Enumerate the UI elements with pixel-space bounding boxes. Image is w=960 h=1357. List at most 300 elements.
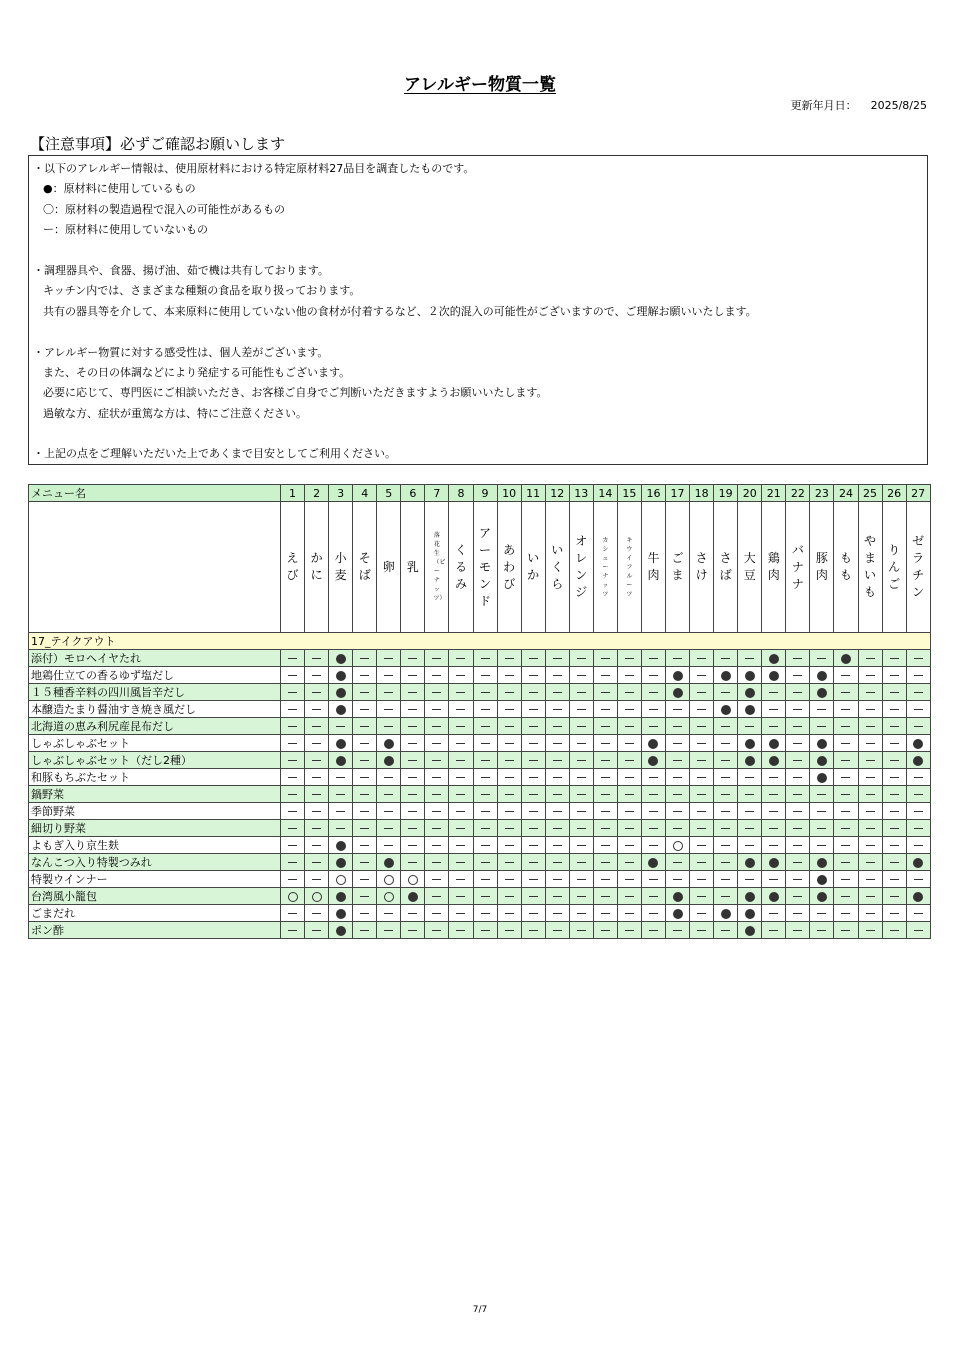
dash-icon (312, 913, 321, 914)
dash-icon (360, 879, 369, 880)
dash-icon (697, 675, 706, 676)
mark-none (690, 803, 714, 820)
dash-icon (649, 658, 658, 659)
mark-none (738, 718, 762, 735)
mark-none (569, 786, 593, 803)
mark-none (858, 735, 882, 752)
mark-none (834, 837, 858, 854)
dash-icon (577, 777, 586, 778)
page-number: 7/7 (472, 1305, 488, 1315)
dash-icon (793, 794, 802, 795)
mark-none (762, 820, 786, 837)
dash-icon (529, 862, 538, 863)
mark-none (882, 684, 906, 701)
dash-icon (384, 675, 393, 676)
mark-none (497, 667, 521, 684)
dash-icon (625, 811, 634, 812)
dash-icon (456, 692, 465, 693)
dash-icon (793, 709, 802, 710)
dash-icon (553, 930, 562, 931)
mark-used (762, 667, 786, 684)
mark-none (641, 667, 665, 684)
table-row (29, 769, 931, 786)
dash-icon (601, 845, 610, 846)
table-row (29, 854, 931, 871)
mark-none (617, 735, 641, 752)
dash-icon (577, 692, 586, 693)
mark-none (353, 871, 377, 888)
dash-icon (769, 879, 778, 880)
dash-icon (288, 743, 297, 744)
dash-icon (649, 828, 658, 829)
allergen-table (28, 484, 931, 939)
dash-icon (649, 794, 658, 795)
allergen-label: あわび (503, 542, 516, 591)
mark-none (858, 769, 882, 786)
dash-icon (841, 879, 850, 880)
notice-box (28, 155, 928, 465)
mark-none (545, 718, 569, 735)
mark-none (906, 837, 930, 854)
filled-circle-icon (817, 756, 827, 766)
notice-line: キッチン内では、さまざまな種類の食品を取り扱っております。 (43, 284, 361, 298)
mark-none (714, 752, 738, 769)
dash-icon (601, 862, 610, 863)
notice-line: また、その日の体調などにより発症する可能性もございます。 (43, 365, 351, 379)
dash-icon (481, 709, 490, 710)
mark-none (569, 752, 593, 769)
dash-icon (745, 879, 754, 880)
dash-icon (408, 675, 417, 676)
dash-icon (601, 743, 610, 744)
mark-none (473, 922, 497, 939)
mark-none (473, 820, 497, 837)
mark-used (666, 684, 690, 701)
filled-circle-icon (769, 671, 779, 681)
filled-circle-icon (745, 705, 755, 715)
filled-circle-icon (384, 756, 394, 766)
dash-icon (817, 828, 826, 829)
mark-none (377, 905, 401, 922)
allergen-label: 小麦 (334, 551, 347, 582)
mark-none (353, 803, 377, 820)
mark-none (569, 650, 593, 667)
dash-icon (577, 675, 586, 676)
notice-line: 必要に応じて、専門医にご相談いただき、お客様ご自身でご判断いただきますようお願いいたします。 (43, 386, 548, 400)
mark-none (690, 820, 714, 837)
mark-none (714, 735, 738, 752)
mark-none (834, 752, 858, 769)
mark-none (882, 718, 906, 735)
mark-none (425, 769, 449, 786)
dash-icon (481, 726, 490, 727)
mark-none (786, 820, 810, 837)
mark-none (569, 803, 593, 820)
dash-icon (288, 828, 297, 829)
mark-none (714, 650, 738, 667)
mark-none (305, 667, 329, 684)
dash-icon (841, 692, 850, 693)
mark-possible (666, 837, 690, 854)
mark-used (714, 905, 738, 922)
mark-none (593, 820, 617, 837)
mark-none (810, 820, 834, 837)
dash-icon (841, 896, 850, 897)
dash-icon (384, 930, 393, 931)
page-title: アレルギー物質一覧 (404, 75, 556, 95)
allergen-number: 15 (617, 485, 641, 502)
mark-none (858, 871, 882, 888)
mark-none (425, 871, 449, 888)
dash-icon (793, 743, 802, 744)
mark-used (329, 650, 353, 667)
mark-none (738, 769, 762, 786)
dash-icon (481, 862, 490, 863)
mark-none (521, 837, 545, 854)
allergen-name (738, 502, 762, 633)
filled-circle-icon (336, 756, 346, 766)
filled-circle-icon (913, 739, 923, 749)
mark-none (666, 854, 690, 871)
mark-none (545, 752, 569, 769)
dash-icon (505, 675, 514, 676)
allergen-label: やまいも (864, 534, 877, 599)
dash-icon (577, 828, 586, 829)
mark-none (641, 905, 665, 922)
mark-none (666, 922, 690, 939)
allergen-name (882, 502, 906, 633)
mark-none (666, 786, 690, 803)
mark-none (858, 888, 882, 905)
dash-icon (384, 692, 393, 693)
mark-none (425, 752, 449, 769)
dash-icon (529, 760, 538, 761)
allergen-label: くるみ (454, 542, 467, 591)
menu-name: 本醸造たまり醤油すき焼き風だし (29, 701, 281, 718)
dash-icon (456, 709, 465, 710)
dash-icon (288, 913, 297, 914)
dash-icon (360, 930, 369, 931)
allergen-number: 3 (329, 485, 353, 502)
mark-none (762, 718, 786, 735)
dash-icon (360, 794, 369, 795)
dash-icon (649, 879, 658, 880)
dash-icon (697, 658, 706, 659)
mark-none (617, 888, 641, 905)
mark-none (497, 701, 521, 718)
mark-none (834, 871, 858, 888)
mark-none (401, 718, 425, 735)
mark-none (353, 905, 377, 922)
mark-used (329, 854, 353, 871)
open-circle-icon (673, 841, 683, 851)
mark-none (425, 803, 449, 820)
mark-possible (305, 888, 329, 905)
dash-icon (312, 794, 321, 795)
filled-circle-icon (336, 654, 346, 664)
mark-none (786, 922, 810, 939)
mark-none (569, 854, 593, 871)
mark-used (329, 752, 353, 769)
mark-none (473, 718, 497, 735)
mark-none (666, 718, 690, 735)
dash-icon (625, 913, 634, 914)
notice-line: ・上記の点をご理解いただいた上であくまで目安としてご利用ください。 (33, 447, 396, 461)
dash-icon (866, 828, 875, 829)
dash-icon (481, 896, 490, 897)
mark-none (449, 888, 473, 905)
mark-none (714, 837, 738, 854)
filled-circle-icon (336, 926, 346, 936)
mark-none (521, 871, 545, 888)
dash-icon (625, 777, 634, 778)
mark-none (497, 684, 521, 701)
dash-icon (601, 794, 610, 795)
dash-icon (841, 845, 850, 846)
mark-none (882, 871, 906, 888)
mark-none (617, 650, 641, 667)
dash-icon (890, 811, 899, 812)
allergen-name (497, 502, 521, 633)
notice-line: ・アレルギー物質に対する感受性は、個人差がございます。 (33, 345, 329, 359)
dash-icon (481, 811, 490, 812)
dash-icon (456, 930, 465, 931)
dash-icon (841, 828, 850, 829)
mark-none (858, 905, 882, 922)
mark-none (569, 735, 593, 752)
dash-icon (481, 845, 490, 846)
dash-icon (288, 794, 297, 795)
mark-used (810, 854, 834, 871)
mark-none (401, 803, 425, 820)
mark-none (449, 922, 473, 939)
dash-icon (432, 896, 441, 897)
dash-icon (890, 658, 899, 659)
mark-none (762, 786, 786, 803)
allergen-name (377, 502, 401, 633)
menu-name: 地鶏仕立ての香るゆず塩だし (29, 667, 281, 684)
mark-none (666, 820, 690, 837)
dash-icon (336, 828, 345, 829)
dash-icon (481, 743, 490, 744)
mark-used (666, 905, 690, 922)
mark-none (858, 718, 882, 735)
dash-icon (866, 862, 875, 863)
mark-none (305, 650, 329, 667)
menu-name: なんこつ入り特製つみれ (29, 854, 281, 871)
mark-none (762, 769, 786, 786)
dash-icon (432, 828, 441, 829)
dash-icon (793, 930, 802, 931)
mark-none (641, 803, 665, 820)
dash-icon (529, 794, 538, 795)
dash-icon (914, 828, 923, 829)
allergen-name (425, 502, 449, 633)
mark-used (329, 905, 353, 922)
dash-icon (793, 692, 802, 693)
mark-none (858, 752, 882, 769)
mark-none (690, 888, 714, 905)
mark-none (738, 786, 762, 803)
dash-icon (288, 709, 297, 710)
allergen-number: 5 (377, 485, 401, 502)
filled-circle-icon (841, 654, 851, 664)
dash-icon (841, 930, 850, 931)
table-row (29, 701, 931, 718)
dash-icon (505, 794, 514, 795)
dash-icon (481, 828, 490, 829)
update-label: 更新年月日： (790, 99, 857, 112)
mark-none (714, 769, 738, 786)
mark-used (329, 684, 353, 701)
dash-icon (432, 794, 441, 795)
dash-icon (649, 692, 658, 693)
mark-none (377, 922, 401, 939)
dash-icon (841, 726, 850, 727)
dash-icon (793, 726, 802, 727)
mark-used (762, 854, 786, 871)
dash-icon (456, 743, 465, 744)
mark-none (617, 820, 641, 837)
mark-none (569, 820, 593, 837)
mark-none (401, 701, 425, 718)
dash-icon (793, 777, 802, 778)
dash-icon (649, 777, 658, 778)
mark-used (329, 701, 353, 718)
mark-none (377, 803, 401, 820)
filled-circle-icon (384, 858, 394, 868)
dash-icon (408, 777, 417, 778)
mark-none (401, 650, 425, 667)
allergen-number: 7 (425, 485, 449, 502)
allergen-label: オレンジ (575, 534, 588, 599)
dash-icon (505, 930, 514, 931)
table-row (29, 922, 931, 939)
dash-icon (866, 743, 875, 744)
dash-icon (553, 811, 562, 812)
mark-none (641, 922, 665, 939)
dash-icon (481, 794, 490, 795)
dash-icon (625, 726, 634, 727)
dash-icon (360, 811, 369, 812)
mark-none (906, 650, 930, 667)
mark-none (473, 667, 497, 684)
filled-circle-icon (336, 688, 346, 698)
mark-none (401, 922, 425, 939)
mark-none (521, 854, 545, 871)
dash-icon (866, 692, 875, 693)
mark-none (810, 922, 834, 939)
mark-none (593, 735, 617, 752)
dash-icon (649, 896, 658, 897)
dash-icon (312, 862, 321, 863)
mark-none (882, 922, 906, 939)
mark-none (762, 803, 786, 820)
dash-icon (360, 743, 369, 744)
allergen-label: アーモンド (479, 525, 492, 608)
mark-none (521, 922, 545, 939)
mark-none (521, 786, 545, 803)
mark-none (786, 871, 810, 888)
dash-icon (456, 896, 465, 897)
mark-none (497, 735, 521, 752)
dash-icon (673, 930, 682, 931)
dash-icon (505, 777, 514, 778)
mark-none (377, 701, 401, 718)
mark-none (497, 837, 521, 854)
dash-icon (336, 811, 345, 812)
mark-used (810, 888, 834, 905)
dash-icon (577, 896, 586, 897)
mark-none (281, 854, 305, 871)
mark-none (641, 837, 665, 854)
dash-icon (505, 743, 514, 744)
dash-icon (745, 658, 754, 659)
dash-icon (745, 726, 754, 727)
dash-icon (577, 845, 586, 846)
mark-none (714, 888, 738, 905)
allergen-number: 21 (762, 485, 786, 502)
mark-none (641, 701, 665, 718)
mark-none (786, 752, 810, 769)
dash-icon (793, 658, 802, 659)
dash-icon (288, 760, 297, 761)
dash-icon (697, 777, 706, 778)
mark-possible (329, 871, 353, 888)
mark-used (377, 735, 401, 752)
dash-icon (384, 828, 393, 829)
dash-icon (529, 896, 538, 897)
mark-none (906, 769, 930, 786)
mark-none (690, 701, 714, 718)
dash-icon (649, 675, 658, 676)
mark-none (305, 769, 329, 786)
dash-icon (601, 828, 610, 829)
dash-icon (384, 811, 393, 812)
update-date (791, 97, 927, 113)
dash-icon (481, 930, 490, 931)
dash-icon (432, 709, 441, 710)
dash-icon (577, 862, 586, 863)
menu-name: 季節野菜 (29, 803, 281, 820)
table-row (29, 888, 931, 905)
mark-none (569, 718, 593, 735)
mark-used (738, 888, 762, 905)
mark-none (353, 854, 377, 871)
mark-none (762, 684, 786, 701)
allergen-name (401, 502, 425, 633)
mark-none (329, 803, 353, 820)
mark-none (786, 905, 810, 922)
dash-icon (601, 913, 610, 914)
dash-icon (529, 675, 538, 676)
dash-icon (866, 879, 875, 880)
dash-icon (649, 913, 658, 914)
mark-none (593, 718, 617, 735)
mark-none (786, 803, 810, 820)
allergen-name (521, 502, 545, 633)
dash-icon (697, 828, 706, 829)
allergen-label: 牛肉 (647, 551, 660, 582)
mark-none (810, 701, 834, 718)
allergen-number: 9 (473, 485, 497, 502)
dash-icon (312, 777, 321, 778)
dash-icon (577, 709, 586, 710)
menu-header: メニュー名 (29, 485, 281, 502)
dash-icon (432, 692, 441, 693)
dash-icon (817, 658, 826, 659)
mark-none (401, 752, 425, 769)
